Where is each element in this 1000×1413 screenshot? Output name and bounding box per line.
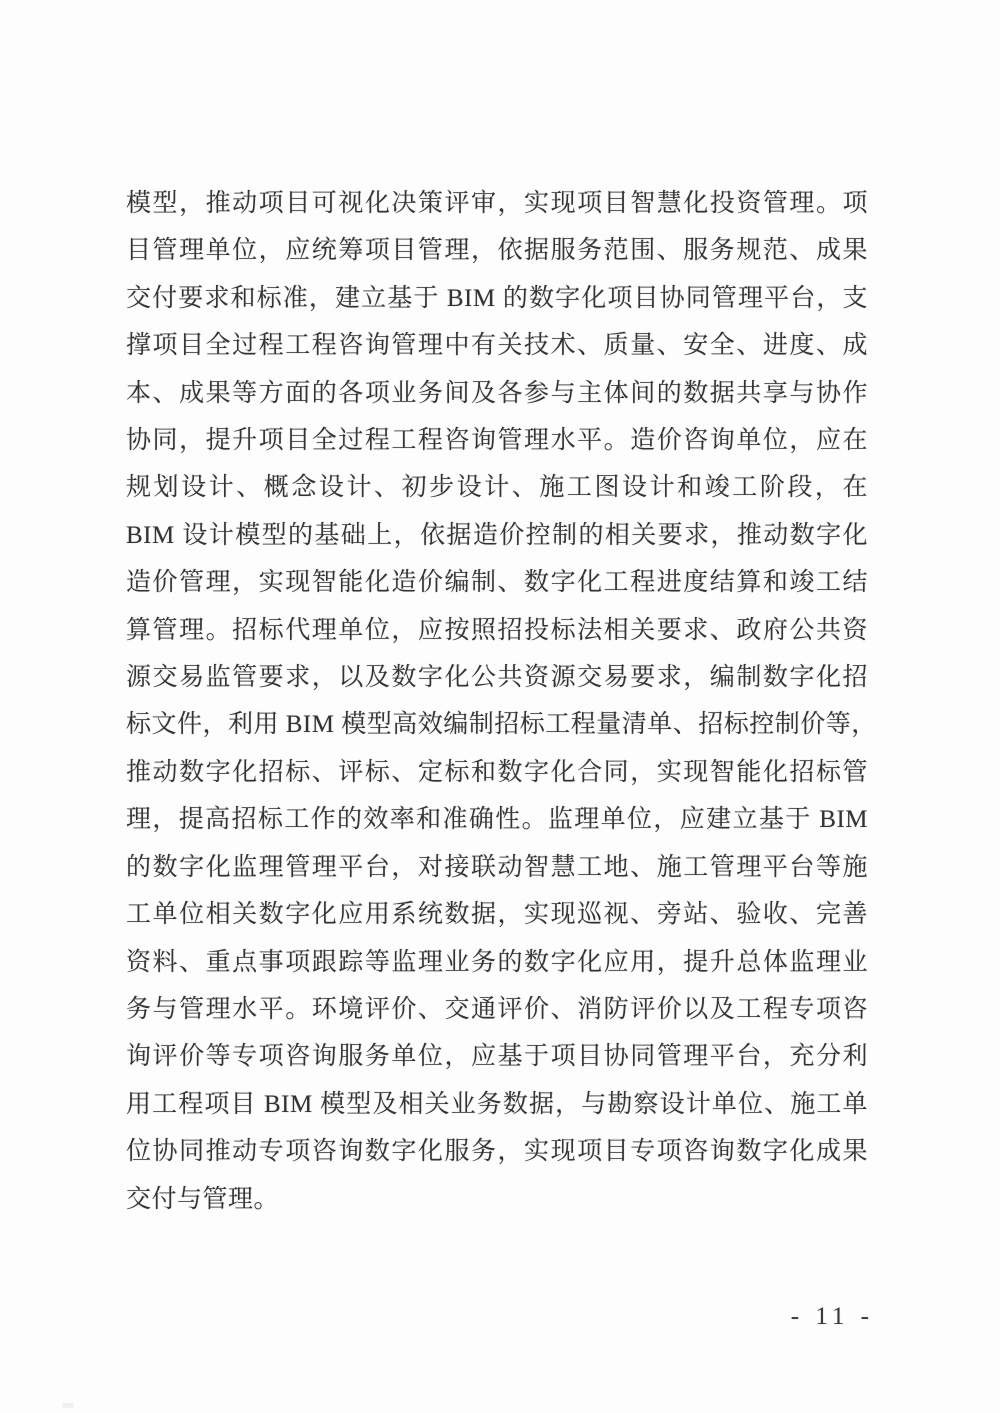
- text-line: 务与管理水平。环境评价、交通评价、消防评价以及工程专项咨: [126, 995, 868, 1023]
- text-line: 推动数字化招标、评标、定标和数字化合同，实现智能化招标管: [126, 758, 868, 786]
- text-line: 的数字化监理管理平台，对接联动智慧工地、施工管理平台等施: [126, 853, 868, 881]
- text-line: BIM 设计模型的基础上，依据造价控制的相关要求，推动数字化: [126, 521, 868, 549]
- text-line: 目管理单位，应统筹项目管理，依据服务范围、服务规范、成果: [126, 237, 868, 265]
- text-line: 交付与管理。: [126, 1185, 280, 1213]
- text-line: 询评价等专项咨询服务单位，应基于项目协同管理平台，充分利: [126, 1043, 868, 1071]
- text-line: 撑项目全过程工程咨询管理中有关技术、质量、安全、进度、成: [126, 332, 868, 360]
- text-line: 模型，推动项目可视化决策评审，实现项目智慧化投资管理。项: [126, 190, 868, 217]
- page-number: - 11 -: [790, 1303, 874, 1330]
- text-line: 资料、重点事项跟踪等监理业务的数字化应用，提升总体监理业: [126, 948, 868, 976]
- text-line: 用工程项目 BIM 模型及相关业务数据，与勘察设计单位、施工单: [126, 1090, 868, 1118]
- text-line: 位协同推动专项咨询数字化服务，实现项目专项咨询数字化成果: [126, 1138, 868, 1166]
- text-line: 规划设计、概念设计、初步设计、施工图设计和竣工阶段，在: [126, 474, 868, 502]
- text-line: 本、成果等方面的各项业务间及各参与主体间的数据共享与协作: [126, 379, 868, 407]
- text-line: 工单位相关数字化应用系统数据，实现巡视、旁站、验收、完善: [126, 901, 868, 929]
- scan-artifact: [62, 1403, 74, 1408]
- body-text: [126, 180, 877, 1223]
- text-line: 造价管理，实现智能化造价编制、数字化工程进度结算和竣工结: [126, 569, 868, 597]
- text-line: 交付要求和标准，建立基于 BIM 的数字化项目协同管理平台，支: [126, 284, 868, 312]
- text-line: 理，提高招标工作的效率和准确性。监理单位，应建立基于 BIM: [126, 806, 868, 834]
- text-line: 协同，提升项目全过程工程咨询管理水平。造价咨询单位，应在: [126, 427, 868, 455]
- text-line: 源交易监管要求，以及数字化公共资源交易要求，编制数字化招: [126, 664, 868, 692]
- text-line: 算管理。招标代理单位，应按照招投标法相关要求、政府公共资: [126, 616, 868, 644]
- text-line: 标文件，利用 BIM 模型高效编制招标工程量清单、招标控制价等，: [126, 711, 877, 739]
